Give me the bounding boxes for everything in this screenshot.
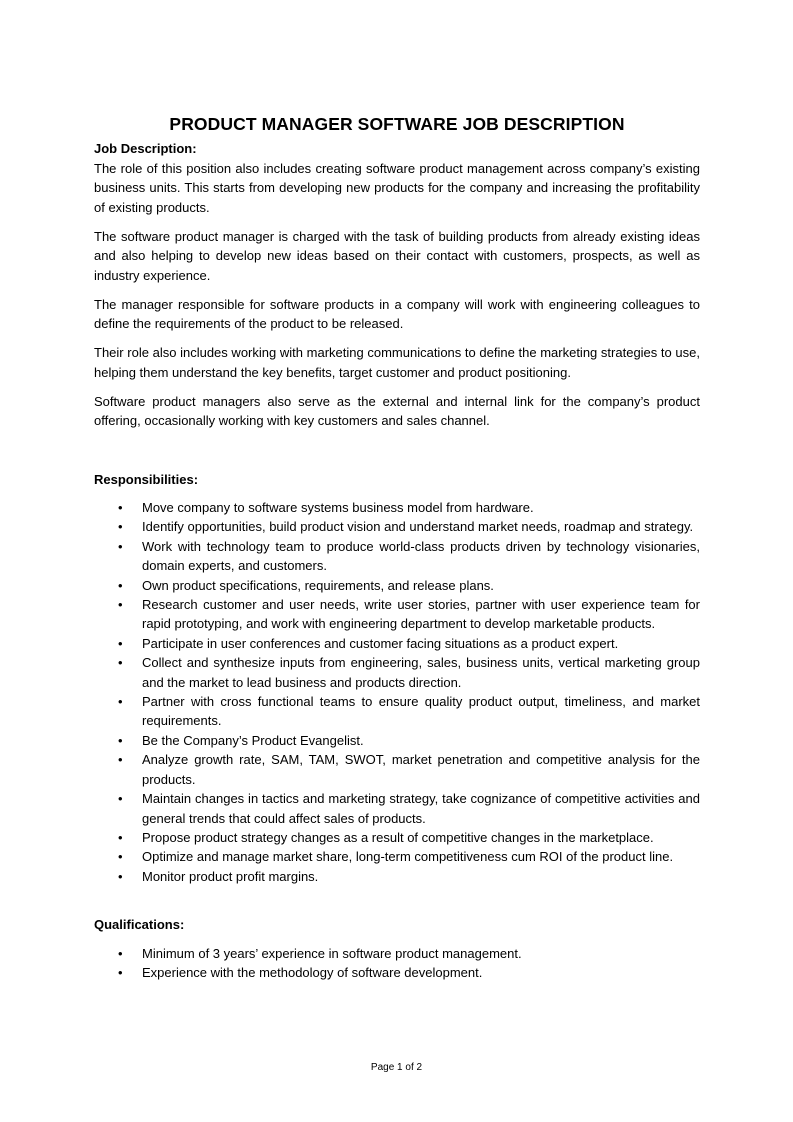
list-item-text: Analyze growth rate, SAM, TAM, SWOT, market penetration and competitive analysis for the products.	[142, 752, 700, 787]
list-item	[94, 944, 700, 963]
list-item	[94, 731, 700, 750]
list-item-text: Be the Company’s Product Evangelist.	[142, 732, 364, 748]
qualifications-heading: Qualifications:	[94, 917, 185, 933]
list-item-text: Collect and synthesize inputs from engineering, sales, business units, vertical marketing group and the market to lead business and products direction.	[142, 655, 700, 690]
bullet-icon: •	[118, 538, 123, 554]
paragraph: Software product managers also serve as the external and internal link for the company’s product offering, occasionally working with key customers and sales channel.	[94, 393, 700, 428]
bullet-icon: •	[118, 849, 123, 865]
list-item	[94, 750, 700, 789]
bullet-icon: •	[118, 791, 123, 807]
bullet-icon: •	[118, 519, 123, 535]
bullet-icon: •	[118, 732, 123, 748]
list-item-text: Minimum of 3 years’ experience in software product management.	[142, 945, 522, 961]
list-item-text: Experience with the methodology of software development.	[142, 965, 483, 981]
list-item	[94, 867, 700, 886]
list-item-text: Optimize and manage market share, long-term competitiveness cum ROI of the product line.	[142, 849, 674, 865]
responsibilities-heading: Responsibilities:	[94, 471, 199, 487]
list-item	[94, 595, 700, 634]
list-item	[94, 576, 700, 595]
bullet-icon: •	[118, 752, 123, 768]
paragraph: The role of this position also includes creating software product management across company’s existing business units. This starts from developing new products for the company and increasing the profitability of existing products.	[94, 160, 700, 215]
job-description-section	[94, 159, 700, 431]
list-item	[94, 537, 700, 576]
page-number: Page 1 of 2	[370, 1062, 423, 1073]
paragraph: The manager responsible for software products in a company will work with engineering colleagues to define the requirements of the product to be released.	[94, 296, 700, 331]
list-item-text: Own product specifications, requirements, and release plans.	[142, 577, 494, 593]
list-item-text: Propose product strategy changes as a result of competitive changes in the marketplace.	[142, 829, 654, 845]
list-item-text: Partner with cross functional teams to ensure quality product output, timeliness, and market requirements.	[142, 694, 700, 729]
list-item	[94, 653, 700, 692]
document-title: PRODUCT MANAGER SOFTWARE JOB DESCRIPTION	[169, 114, 625, 134]
list-item	[94, 963, 700, 982]
bullet-icon: •	[118, 829, 123, 845]
list-item	[94, 847, 700, 866]
list-item-text: Research customer and user needs, write user stories, partner with user experience team for rapid prototyping, and work with engineering department to develop marketable products.	[142, 597, 700, 632]
list-item	[94, 692, 700, 731]
bullet-icon: •	[118, 597, 123, 613]
list-item	[94, 828, 700, 847]
list-item	[94, 517, 700, 536]
list-item	[94, 498, 700, 517]
list-item-text: Maintain changes in tactics and marketing strategy, take cognizance of competitive activities and general trends that could affect sales of products.	[142, 791, 700, 826]
bullet-icon: •	[118, 868, 123, 884]
bullet-icon: •	[118, 500, 123, 515]
job-description-heading: Job Description:	[94, 141, 197, 156]
list-item-text: Move company to software systems business model from hardware.	[142, 500, 534, 515]
qualifications-list	[94, 944, 700, 983]
paragraph: Their role also includes working with marketing communications to define the marketing strategies to use, helping them understand the key benefits, target customer and product positioning.	[94, 345, 700, 380]
responsibilities-list	[94, 498, 700, 886]
list-item-text: Monitor product profit margins.	[142, 868, 319, 884]
bullet-icon: •	[118, 945, 123, 961]
bullet-icon: •	[118, 965, 123, 981]
list-item-text: Participate in user conferences and customer facing situations as a product expert.	[142, 635, 619, 651]
list-item	[94, 634, 700, 653]
document-body	[94, 111, 700, 982]
paragraph: The software product manager is charged with the task of building products from already existing ideas and also helping to develop new ideas based on their contact with customers, prospects, as well as industry experience.	[94, 228, 700, 283]
list-item-text: Work with technology team to produce world-class products driven by technology visionaries, domain experts, and customers.	[142, 538, 700, 574]
list-item-text: Identify opportunities, build product vision and understand market needs, roadmap and strategy.	[142, 519, 694, 535]
bullet-icon: •	[118, 577, 123, 593]
bullet-icon: •	[118, 655, 123, 671]
bullet-icon: •	[118, 694, 123, 710]
list-item	[94, 789, 700, 828]
bullet-icon: •	[118, 635, 123, 651]
